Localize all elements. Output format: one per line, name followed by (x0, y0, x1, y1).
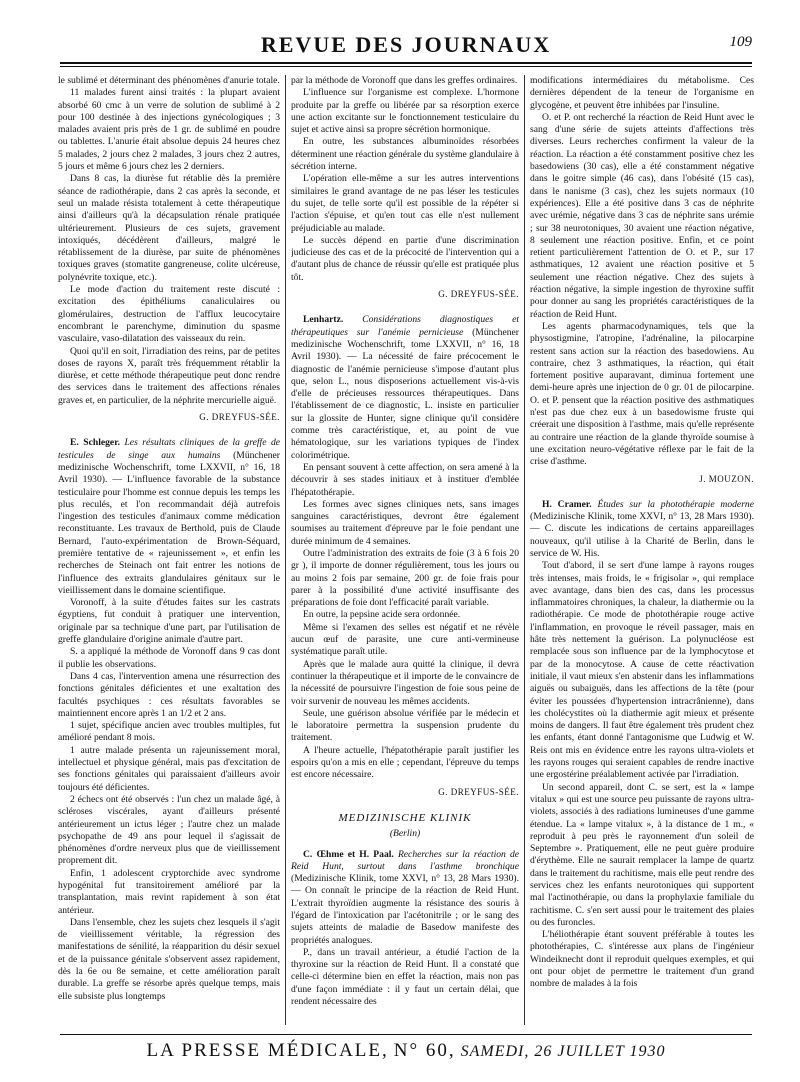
paragraph: O. et P. ont recherché la réaction de Reid Hunt avec le sang d'une série de sujets atteints d'affections très diverses. Leurs recherches confirment la valeur de la réaction. La réaction a été constamment positive chez les basedowiens (30 cas), elle a été constamment négative dans le goitre simple (46 cas), dans l'obésité (15 cas), dans le nanisme (3 cas), chez les sujets normaux (10 expériences). Elle a été positive dans 3 cas de néphrite avec urémie, négative dans 3 cas de néphrite sans urémie ; sur 38 neurotoniques, 30 avaient une réaction négative, 8 seulement une réaction positive. Enfin, et ce point retient particulièrement l'attention de O. et P., sur 17 asthmatiques, 12 avaient une réaction positive et 5 seulement une réaction négative. Chez des sujets à réaction négative, la simple ingestion de thyroxine suffit pour donner au sang les propriétés caractéristiques de la réaction de Reid Hunt. (530, 111, 754, 320)
paragraph: En outre, les substances albuminoïdes résorbées déterminent une réaction générale du système glandulaire à sécrétion interne. (291, 136, 519, 173)
header-rule-thin (60, 66, 752, 67)
paragraph: modifications intermédiaires du métabolisme. Ces dernières dépendent de la teneur de l'organisme en glycogène, et peuvent être inhibées par l'insuline. (530, 75, 754, 111)
paragraph: Dans 8 cas, la diurèse fut rétablie dès la première séance de radiothérapie, dans 2 cas après la seconde, et seul un malade résista totalement à cette thérapeutique ainsi d'ailleurs qu'à la décapsulation rénale pratiquée ultérieurement. Plusieurs de ces sujets, gravement intoxiqués, décédèrent d'ailleurs, malgré le rétablissement de la diurèse, par suite de phénomènes toxiques graves (stomatite gangreneuse, colite ulcéreuse, polynévrite toxique, etc.). (58, 173, 280, 283)
paragraph: Voronoff, à la suite d'études faites sur les castrats égyptiens, fut conduit à pratiquer une intervention, originale par sa technique d'une part, par l'utilisation de greffe glandulaire d'origine animale d'autre part. (58, 597, 280, 646)
column-2 (291, 75, 519, 1025)
column-1 (58, 75, 280, 1025)
paragraph: 1 autre malade présenta un rajeunissement moral, intellectuel et physique général, mais pas d'excitation de ses fonctions génitales qui paraissaient d'ailleurs avoir toujours été déficientes. (58, 744, 280, 793)
paragraph: Outre l'administration des extraits de foie (3 à 6 fois 20 gr ), il importe de donner régulièrement, tous les jours ou au moins 2 fois par semaine, 200 gr. de foie frais pour parer à la possibilité d'une activité insuffisante des préparations de foie dont l'efficacité paraît variable. (291, 547, 519, 609)
paragraph: Les formes avec signes cliniques nets, sans images sanguines caractéristiques, devront être également soumises au traitement d'épreuve par le foie pendant une durée minimum de 4 semaines. (291, 498, 519, 547)
issue-number: N° 60, (393, 1040, 456, 1061)
paragraph: L'opération elle-même a sur les autres interventions similaires le grand avantage de ne pas léser les testicules du sujet, de telle sorte qu'il est possible de la répéter si l'action s'épuise, et qu'en tout cas elle n'est nullement préjudiciable au malade. (291, 173, 519, 234)
paragraph: Enfin, 1 adolescent cryptorchide avec syndrome hypogénital fut transitoirement amélioré par la transplantation, mais revint rapidement à son état antérieur. (58, 867, 280, 916)
issue-date: SAMEDI, 26 JUILLET 1930 (460, 1043, 666, 1060)
column-3 (530, 75, 754, 1025)
page-header (60, 30, 752, 60)
section-subheading: (Berlin) (389, 828, 421, 840)
article-source: (Münchener medizinische Wochenschrift, tome LXXVII, n° 16, 18 Avril 1930). (291, 326, 519, 363)
article-title: Les résultats cliniques de la greffe de testicules de singe aux humains (58, 437, 280, 461)
paragraph: A l'heure actuelle, l'hépatothérapie paraît justifier les espoirs qu'on a mis en elle ; cependant, l'épreuve du temps est encore nécessaire. (291, 744, 519, 781)
article-title: Études sur la photothérapie moderne (597, 498, 754, 510)
running-title: REVUE DES JOURNAUX (260, 32, 552, 57)
paragraph: 1 sujet, spécifique ancien avec troubles multiples, fut amélioré pendant 8 mois. (58, 720, 280, 744)
paragraph: Le succès dépend en partie d'une discrimination judicieuse des cas et de la précocité de l'intervention qui a d'autant plus de chance de réussir qu'elle est pratiquée plus tôt. (291, 234, 519, 283)
paragraph: S. a appliqué la méthode de Voronoff dans 9 cas dont il publie les observations. (58, 646, 280, 670)
author-signature: J. MOUZON. (699, 473, 754, 484)
paragraph: Quoi qu'il en soit, l'irradiation des reins, par de petites doses de rayons X, paraît très fréquemment rétablir la diurèse, et cette méthode thérapeutique peut donc rendre des services dans le traitement des affections rénales graves et, en particulier, de la néphrite mercurielle aiguë. (58, 345, 280, 406)
paragraph: Tout d'abord, il se sert d'une lampe à rayons rouges très intenses, mais froids, le « frigisolar », qui remplace avec avantage, dans bien des cas, dans les processus inflammatoires chroniques, la chaleur, la diathermie ou la radiothérapie. Ce mode de photothérapie rouge active l'inflammation, en provoque le réveil passager, mais en hâte très nettement la guérison. La polynucléose est remplacée sous son influence par de la lymphocytose et par de la monocytose. A cause de cette réactivation initiale, il vaut mieux s'en abstenir dans les inflammations aiguës ou subaiguës, dans les affections de la tête (pour éviter les poussées d'hypertension intracrânienne), dans les cholécystites où la diathermie agit mieux et présente moins de dangers. Il faut être également très prudent chez les enfants, étant donné l'antagonisme que Ludwig et W. Reis ont mis en évidence entre les rayons ultra-violets et les rayons rouges qui seraient capables de rendre inactive une ergostérine préalablement activée par l'irradiation. (530, 560, 754, 781)
author-signature: G. DREYFUS-SÉE. (199, 412, 280, 423)
paragraph: L'héliothérapie étant souvent préférable à toutes les photothérapies, C. s'intéresse aux plans de l'ingénieur Windeiknecht dont il reproduit quelques exemples, et qui ont pour objet de permettre le traitement d'un grand nombre de malades à la fois (530, 929, 754, 990)
paragraph: Les agents pharmacodynamiques, tels que la physostigmine, l'atropine, l'adrénaline, la pilocarpine restent sans action sur la réaction des basedowiens. Au contraire, chez 3 asthmatiques, la réaction, qui était fortement positive auparavant, diminua fortement une demi-heure après une injection de 0 gr. 01 de pilocarpine. O. et P. pensent que la réaction positive des asthmatiques n'est pas due chez eux à un basedowisme fruste qui créerait une disposition à l'asthme, mais qu'elle représente au contraire une réaction de la glande thyroïde soumise à une excitation neuro-végétative réflexe par le fait de la crise d'asthme. (530, 320, 754, 468)
article-title: Recherches sur la réaction de Reid Hunt, surtout dans l'asthme bronchique (291, 848, 519, 872)
paragraph: le sublimé et déterminant des phénomènes d'anurie totale. (58, 75, 280, 86)
article-source: (Medizinische Klinik, tome XXVI, n° 13, 28 Mars 1930). (291, 873, 519, 885)
paragraph: 11 malades furent ainsi traités : la plupart avaient absorbé 60 cmc à un verre de solution de sublimé à 2 pour 100 destinée à des injections gynécologiques ; 3 malades avaient pris près de 1 gr. de sublimé en poudre ou tablettes. L'anurie était absolue depuis 24 heures chez 5 malades, 2 jours chez 2 malades, 3 jours chez 2 autres, 5 jours et même 6 jours chez les 2 derniers. (58, 87, 280, 173)
paragraph: Un second appareil, dont C. se sert, est la « lampe vitalux » qui est une source peu puissante de rayons ultra-violets, associés à des radiations lumineuses d'une gamme étendue. La « lampe vitalux », à la distance de 1 m., « reproduit à peu près le rayonnement d'un soleil de Septembre ». Pratiquement, elle ne peut guère produire d'érythème. Elle ne saurait remplacer la lampe de quartz dans le traitement du rachitisme, mais elle peut rendre des services chez les enfants neurotoniques qui supportent mal l'actinothérapie, ou dans la prophylaxie familiale du rachitisme. C. s'en sert aussi pour le traitement des plaies ou des furoncles. (530, 781, 754, 928)
page-footer (60, 1040, 752, 1062)
paragraph: En outre, la pepsine acide sera ordonnée. (303, 609, 461, 621)
article-author: E. Schleger. (70, 437, 120, 449)
section-heading: MEDIZINISCHE KLINIK (338, 811, 472, 824)
article-author: Lenhartz. (303, 314, 344, 326)
paragraph: — On connaît le principe de la réaction de Reid Hunt. L'extrait thyroïdien augmente la résistance des souris à l'égard de l'intoxication par l'acétonitrile ; or le sang des sujets atteints de maladie de Basedow manifeste des propriétés analogues. (291, 885, 519, 946)
paragraph: L'influence sur l'organisme est complexe. L'hormone produite par la greffe ou libérée par sa résorption exerce une action excitante sur le fonctionnement testiculaire du sujet et active ainsi sa propre sécrétion hormonique. (291, 87, 519, 136)
paragraph: Seule, une guérison absolue vérifiée par le médecin et le laboratoire permettra la suspension prudente du traitement. (291, 707, 519, 744)
page-number: 109 (729, 34, 752, 50)
paragraph: — L'influence favorable de la substance testiculaire pour l'homme est connue depuis les temps les plus reculés, et l'on recommandait déjà autrefois l'ingestion des testicules d'animaux comme médication reconstituante. Les travaux de Berthold, puis de Claude Bernard, l'auto-expérimentation de Brown-Séquard, première tentative de « rajeunissement », et enfin les recherches de Steinach ont fait entrer les notions de l'influence des extraits glandulaires génitaux sur le vieillissement dans le domaine scientifique. (58, 474, 280, 596)
paragraph: Dans l'ensemble, chez les sujets chez lesquels il s'agit de vieillissement véritable, la régression des manifestations de sénilité, la réapparition du désir sexuel et de la puissance génitale s'observent assez rapidement, dès la 6e ou 8e semaine, et cette amélioration paraît durable. La greffe se résorbe après quelque temps, mais elle subsiste plus longtemps (58, 916, 280, 1002)
paragraph: En pensant souvent à cette affection, on sera amené à la découvrir à ses stades initiaux et à instituer d'emblée l'hépatothérapie. (291, 461, 519, 498)
paragraph: Le mode d'action du traitement reste discuté : excitation des épithéliums canaliculaires ou glomérulaires, destruction de l'afflux leucocytaire encombrant le parenchyme, diminution du spasme vasculaire, vaso-dilatation des vaisseaux du rein. (58, 284, 280, 345)
paragraph: Dans 4 cas, l'intervention amena une résurrection des fonctions génitales déficientes et une exaltation des facultés psychiques : ces résultats favorables se maintiennent encore après 1 an 1/2 et 2 ans. (58, 670, 280, 719)
header-rule (60, 62, 752, 64)
paragraph: Même si l'examen des selles est négatif et ne révèle aucun œuf de parasite, une cure anti-vermineuse systématique paraît utile. (291, 621, 519, 658)
article-heading (58, 437, 280, 597)
column-divider (285, 75, 286, 1025)
paragraph: P., dans un travail antérieur, a étudié l'action de la thyroxine sur la réaction de Reid Hunt. Il a constaté que celle-ci détermine bien en effet la réaction, mais non pas d'une façon immédiate : il y faut un certain délai, que rendent nécessaire des (291, 946, 519, 1008)
article-heading (530, 499, 754, 560)
article-author: C. Œhme et H. Paal. (303, 848, 394, 860)
article-author: H. Cramer. (542, 498, 592, 510)
paragraph: Après que le malade aura quitté la clinique, il devra continuer la thérapeutique et il importe de le convaincre de la nécessité de poursuivre l'ingestion de foie sous peine de voir survenir de nouveau les mêmes accidents. (291, 658, 519, 707)
article-source: (Münchener medizinische Wochenschrift, tome LXXVII, n° 16, 18 Avril 1930). (58, 449, 280, 486)
column-divider (524, 75, 525, 1025)
footer-rule (60, 1034, 752, 1035)
paragraph: 2 échecs ont été observés : l'un chez un malade âgé, à scléroses viscérales, ayant d'ailleurs présenté antérieurement un ictus léger ; l'autre chez un malade psychopathe de 49 ans pour lequel il s'agissait de phénomènes d'ordre nerveux plus que de vieillissement proprement dit. (58, 793, 280, 867)
article-heading (291, 849, 519, 947)
author-signature: G. DREYFUS-SÉE. (438, 786, 519, 797)
author-signature: G. DREYFUS-SÉE. (438, 289, 519, 300)
article-source: (Medizinische Klinik, tome XXVI, n° 13, 28 Mars 1930). (530, 511, 754, 523)
paragraph: — C. discute les indications de certains appareillages nouveaux, qu'il utilise à la Charité de Berlin, dans le service de W. His. (530, 523, 754, 559)
paragraph: — La nécessité de faire précocement le diagnostic de l'anémie pernicieuse s'impose d'autant plus que, selon L., nous disposerions actuellement vis-à-vis d'elle de précieuses ressources thérapeutiques. Dans l'établissement de ce diagnostic, L. insiste en particulier sur la glossite de Hunter, signe clinique qu'il considère comme très caractéristique, et, au point de vue hématologique, sur les variations typiques de l'index colorimétrique. (291, 351, 519, 461)
article-title: Considérations diagnostiques et thérapeutiques sur l'anémie pernicieuse (291, 314, 519, 338)
journal-name: LA PRESSE MÉDICALE, (146, 1040, 389, 1061)
paragraph: par la méthode de Voronoff que dans les greffes ordinaires. (291, 75, 518, 86)
article-heading (291, 314, 519, 462)
